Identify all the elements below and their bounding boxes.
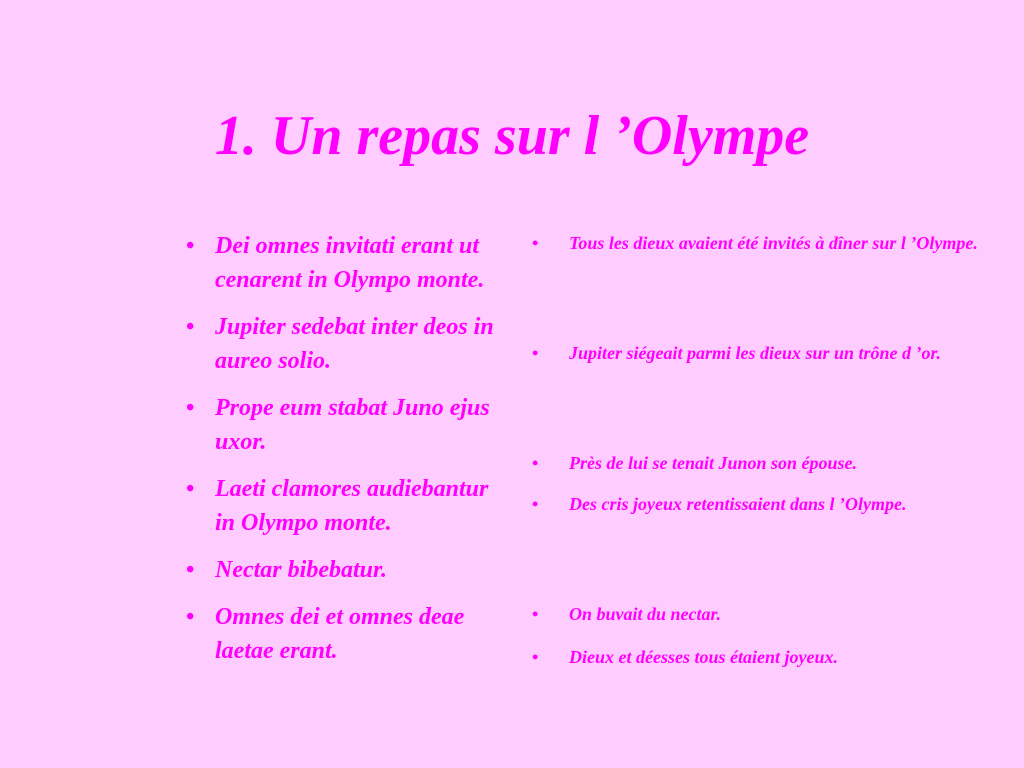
french-item-text: Dieux et déesses tous étaient joyeux. — [569, 647, 838, 667]
latin-item — [185, 600, 505, 668]
french-item-text: Jupiter siégeait parmi les dieux sur un trône d ’or. — [569, 343, 942, 363]
french-item-text: Des cris joyeux retentissaient dans l ’Olympe. — [569, 494, 907, 514]
french-item — [530, 449, 989, 477]
french-item-text: Près de lui se tenait Junon son épouse. — [569, 453, 858, 473]
latin-item-text: Dei omnes invitati erant ut cenarent in Olympo monte. — [215, 233, 485, 293]
latin-item-text: Omnes dei et omnes deae laetae erant. — [215, 604, 465, 664]
latin-item-text: Laeti clamores audiebantur in Olympo monte. — [215, 476, 489, 536]
bullet-icon: • — [532, 233, 539, 253]
french-item — [530, 490, 989, 518]
latin-bullet-list — [185, 229, 505, 681]
french-item-text: Tous les dieux avaient été invités à dîner sur l ’Olympe. — [569, 233, 978, 253]
latin-item — [185, 310, 505, 378]
bullet-icon: • — [186, 314, 195, 340]
bullet-icon: • — [186, 604, 195, 630]
french-item — [530, 229, 989, 257]
latin-item — [185, 472, 505, 540]
latin-item-text: Jupiter sedebat inter deos in aureo solio. — [215, 314, 494, 374]
bullet-icon: • — [186, 233, 195, 259]
latin-item — [185, 391, 505, 459]
french-item — [530, 643, 989, 671]
bullet-icon: • — [186, 476, 195, 502]
bullet-icon: • — [186, 395, 195, 421]
latin-item — [185, 553, 505, 587]
bullet-icon: • — [532, 604, 539, 624]
slide-title: 1. Un repas sur l ’Olympe — [214, 105, 810, 167]
bullet-icon: • — [186, 557, 195, 583]
bullet-icon: • — [532, 647, 539, 667]
bullet-icon: • — [532, 343, 539, 363]
bullet-icon: • — [532, 453, 539, 473]
french-item — [530, 339, 989, 367]
french-item — [530, 600, 989, 628]
latin-item — [185, 229, 505, 297]
latin-item-text: Nectar bibebatur. — [215, 557, 387, 583]
french-item-text: On buvait du nectar. — [569, 604, 722, 624]
latin-item-text: Prope eum stabat Juno ejus uxor. — [215, 395, 490, 455]
bullet-icon: • — [532, 494, 539, 514]
